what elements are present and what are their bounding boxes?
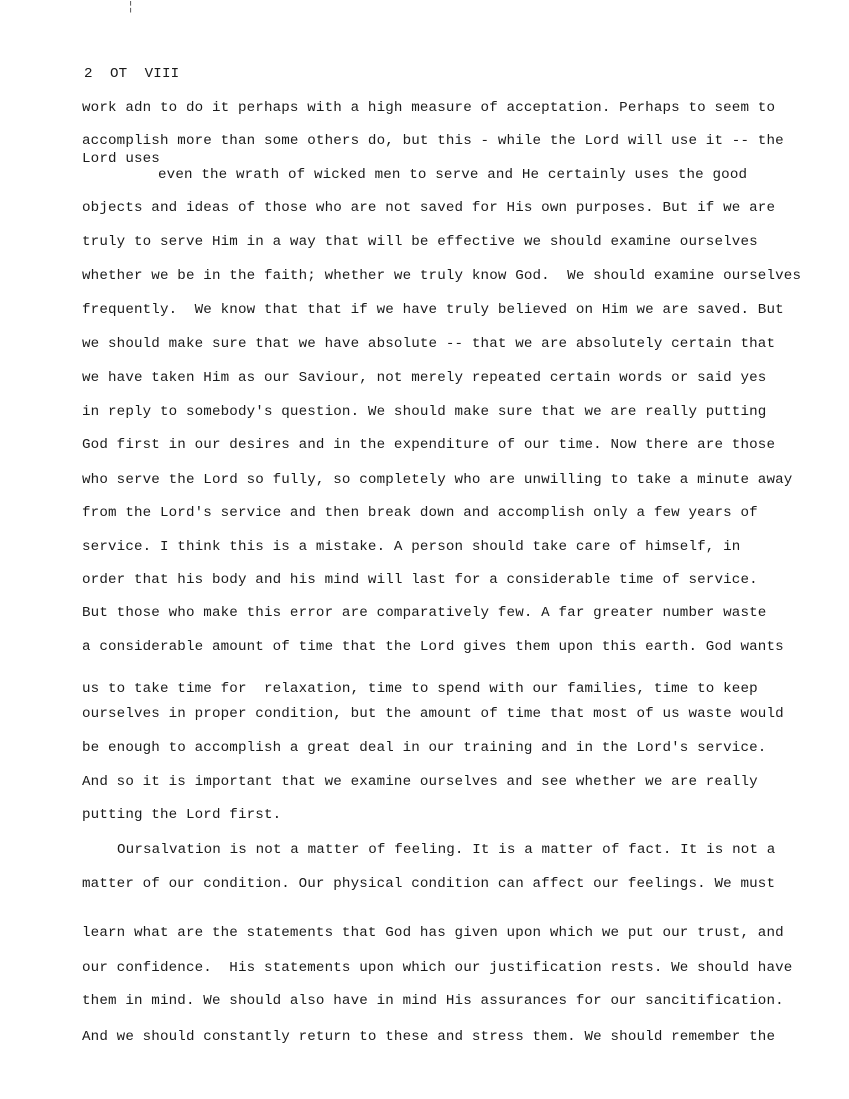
- text-line: we have taken Him as our Saviour, not merely repeated certain words or said yes: [82, 370, 767, 386]
- text-line: ourselves in proper condition, but the amount of time that most of us waste would: [82, 706, 784, 722]
- text-line: Lord uses: [82, 151, 160, 167]
- text-line: accomplish more than some others do, but this - while the Lord will use it -- the: [82, 133, 784, 149]
- page-header: 2 OT VIII: [84, 66, 180, 82]
- text-line: order that his body and his mind will last for a considerable time of service.: [82, 572, 758, 588]
- text-line: matter of our condition. Our physical condition can affect our feelings. We must: [82, 876, 776, 892]
- text-line: frequently. We know that that if we have truly believed on Him we are saved. But: [82, 302, 784, 318]
- text-line: us to take time for relaxation, time to spend with our families, time to keep: [82, 681, 758, 697]
- text-line: who serve the Lord so fully, so completely who are unwilling to take a minute away: [82, 472, 793, 488]
- text-line: we should make sure that we have absolute -- that we are absolutely certain that: [82, 336, 776, 352]
- text-line: And we should constantly return to these and stress them. We should remember the: [82, 1029, 776, 1045]
- text-line: a considerable amount of time that the Lord gives them upon this earth. God wants: [82, 639, 784, 655]
- text-line: whether we be in the faith; whether we truly know God. We should examine ourselves: [82, 268, 802, 284]
- stray-mark: ¦: [127, 0, 135, 14]
- text-line: God first in our desires and in the expenditure of our time. Now there are those: [82, 437, 776, 453]
- text-line: truly to serve Him in a way that will be effective we should examine ourselves: [82, 234, 758, 250]
- text-line: even the wrath of wicked men to serve and He certainly uses the good: [158, 167, 748, 183]
- text-line: be enough to accomplish a great deal in our training and in the Lord's service.: [82, 740, 767, 756]
- text-line: learn what are the statements that God has given upon which we put our trust, and: [82, 925, 784, 941]
- text-line: work adn to do it perhaps with a high measure of acceptation. Perhaps to seem to: [82, 100, 776, 116]
- text-line: them in mind. We should also have in mind His assurances for our sancitification.: [82, 993, 784, 1009]
- text-line: objects and ideas of those who are not saved for His own purposes. But if we are: [82, 200, 776, 216]
- text-line: service. I think this is a mistake. A person should take care of himself, in: [82, 539, 741, 555]
- text-line: And so it is important that we examine ourselves and see whether we are really: [82, 774, 758, 790]
- text-line: from the Lord's service and then break down and accomplish only a few years of: [82, 505, 758, 521]
- text-line: our confidence. His statements upon which our justification rests. We should have: [82, 960, 793, 976]
- text-line: putting the Lord first.: [82, 807, 282, 823]
- text-line: But those who make this error are comparatively few. A far greater number waste: [82, 605, 767, 621]
- text-line: Oursalvation is not a matter of feeling. It is a matter of fact. It is not a: [117, 842, 776, 858]
- text-line: in reply to somebody's question. We should make sure that we are really putting: [82, 404, 767, 420]
